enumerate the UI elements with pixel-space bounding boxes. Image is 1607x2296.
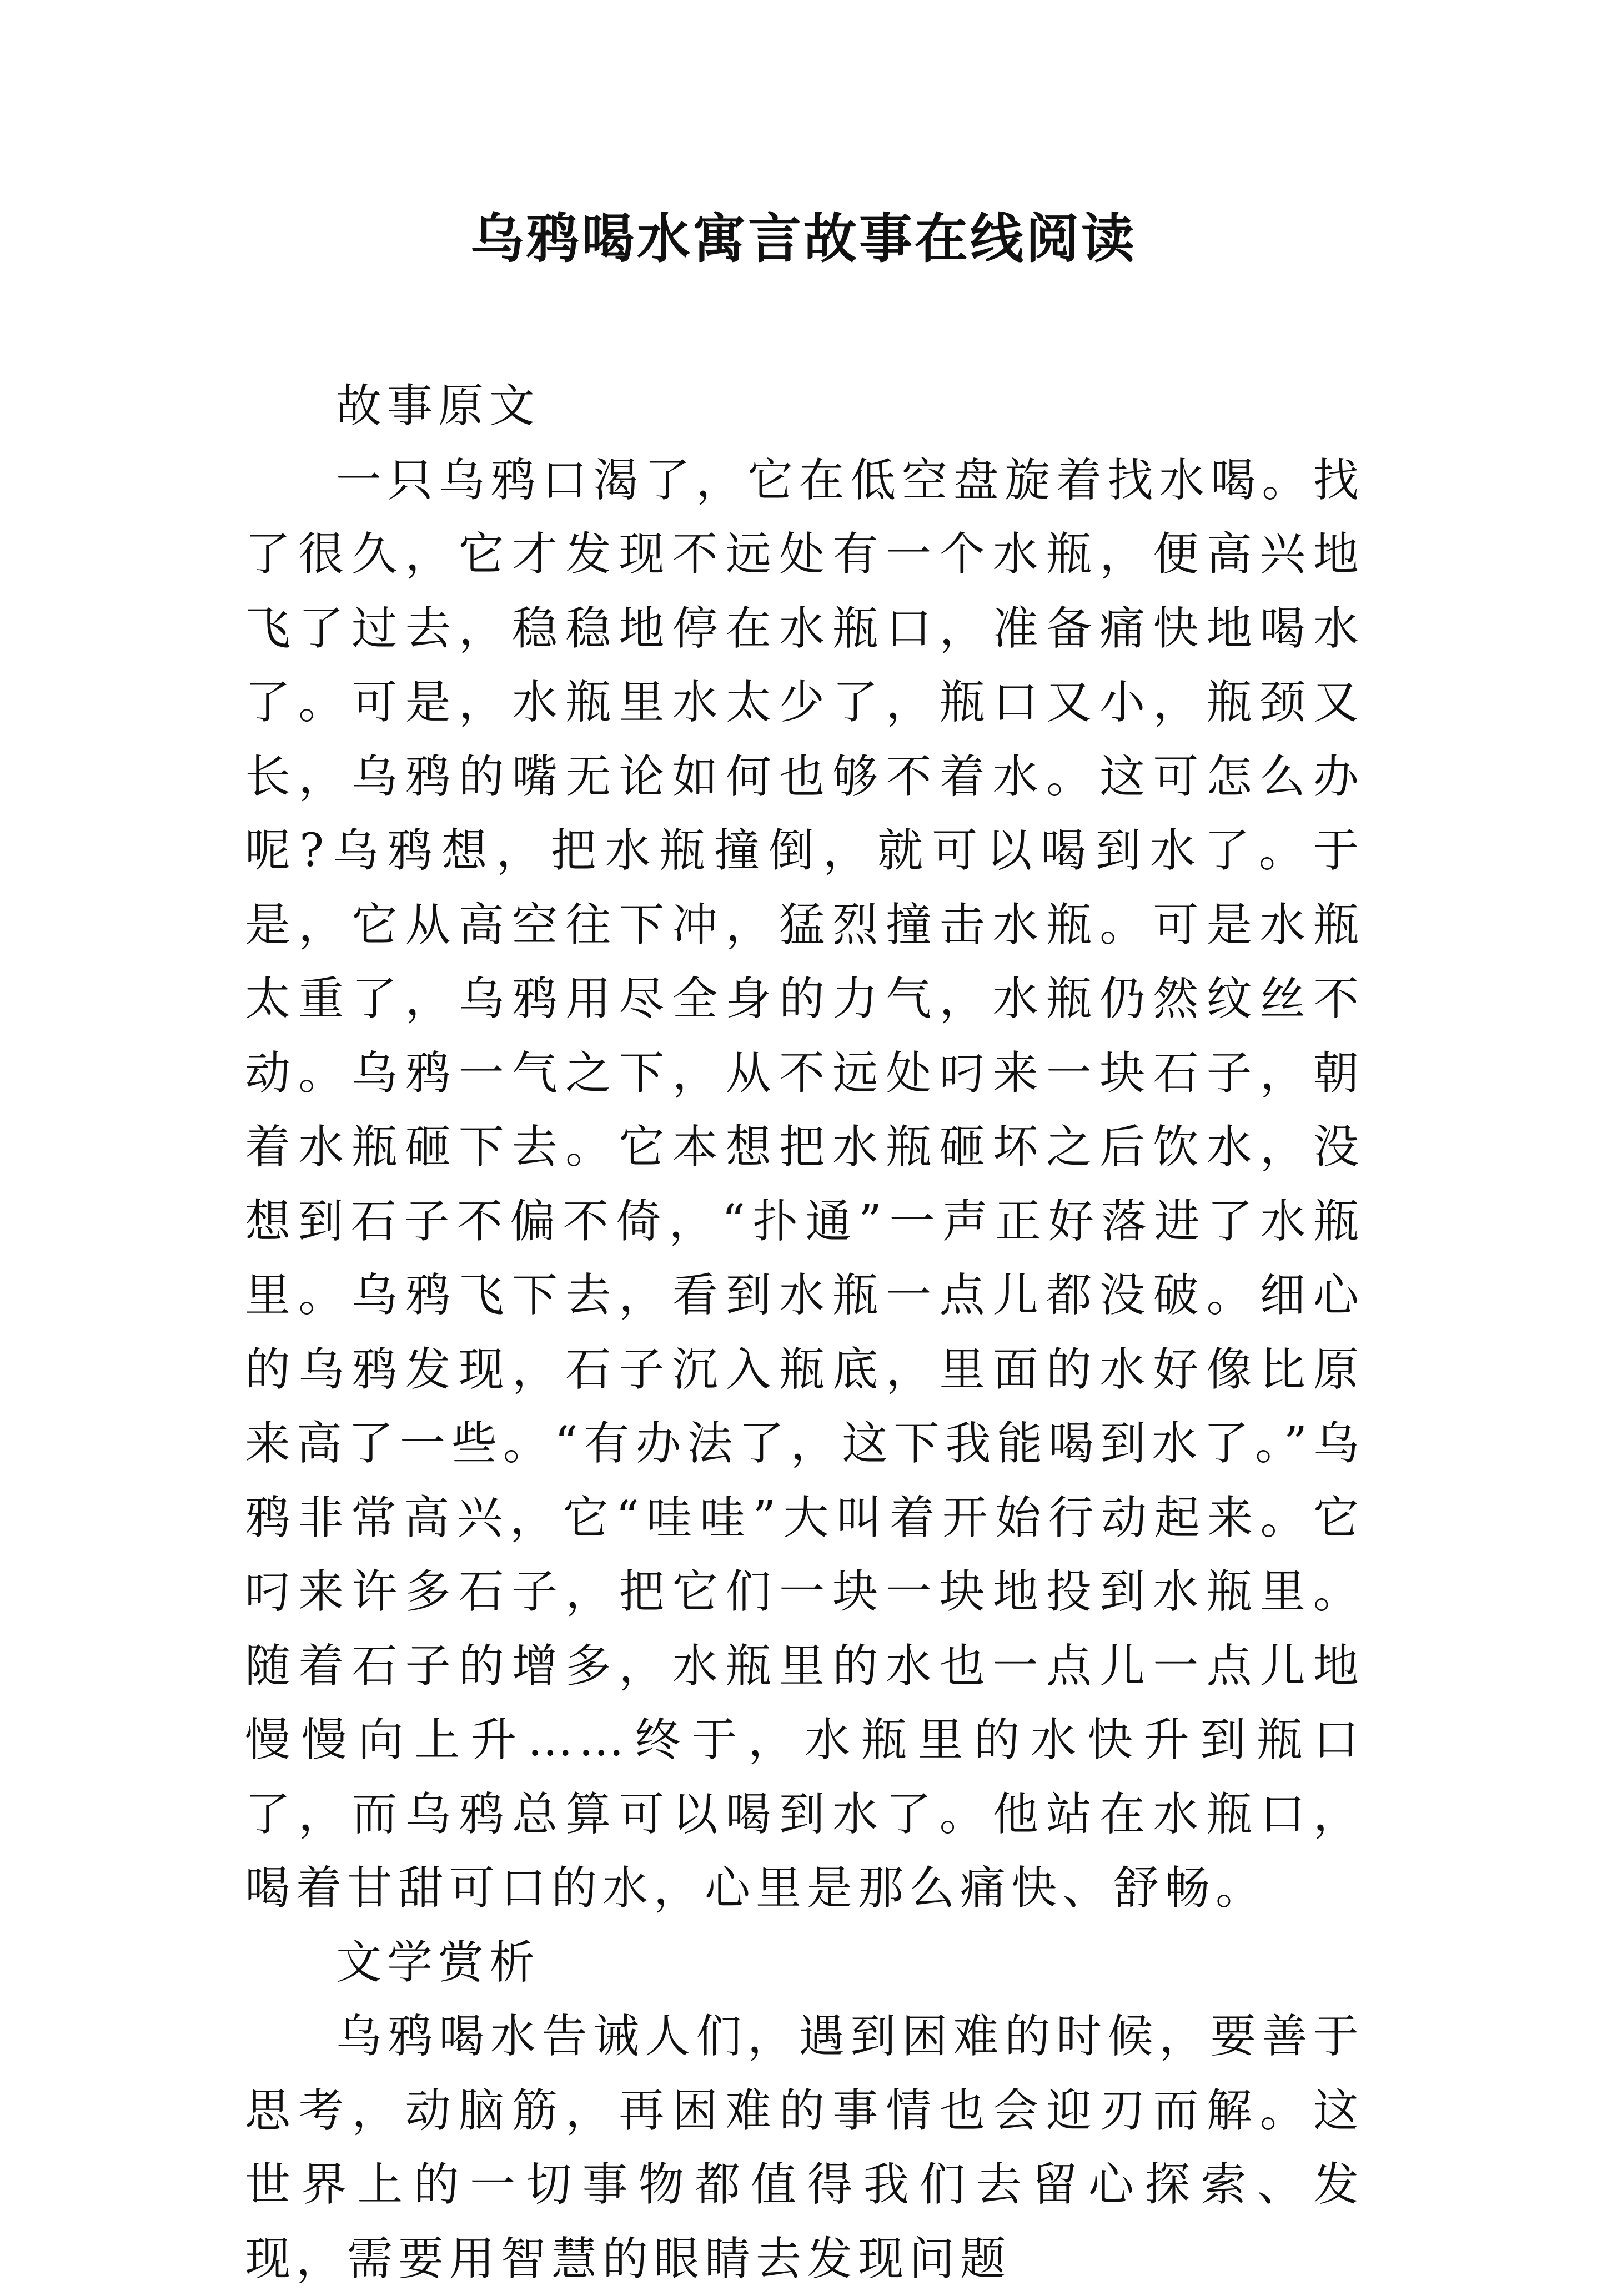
story-paragraph: 一只乌鸦口渴了，它在低空盘旋着找水喝。找了很久，它才发现不远处有一个水瓶，便高兴地飞了过去，稳稳地停在水瓶口，准备痛快地喝水了。可是，水瓶里水太少了，瓶口又小，瓶颈又长，乌鸦的嘴无论如何也够不着水。这可怎么办呢?乌鸦想，把水瓶撞倒，就可以喝到水了。于是，它从高空往下冲，猛烈撞击水瓶。可是水瓶太重了，乌鸦用尽全身的力气，水瓶仍然纹丝不动。乌鸦一气之下，从不远处叼来一块石子，朝着水瓶砸下去。它本想把水瓶砸坏之后饮水，没想到石子不偏不倚，“扑通”一声正好落进了水瓶里。乌鸦飞下去，看到水瓶一点儿都没破。细心的乌鸦发现，石子沉入瓶底，里面的水好像比原来高了一些。“有办法了，这下我能喝到水了。”乌鸦非常高兴，它“哇哇”大叫着开始行动起来。它叼来许多石子，把它们一块一块地投到水瓶里。随着石子的增多，水瓶里的水也一点儿一点儿地慢慢向上升……终于，水瓶里的水快升到瓶口了，而乌鸦总算可以喝到水了。他站在水瓶口，喝着甘甜可口的水，心里是那么痛快、舒畅。 — [245, 454, 1364, 1915]
story-heading: 故事原文 — [336, 380, 541, 432]
analysis-heading: 文学赏析 — [336, 1936, 541, 1989]
document-title: 乌鸦喝水寓言故事在线阅读 — [470, 207, 1137, 270]
document-body — [245, 369, 1364, 2296]
analysis-paragraph: 乌鸦喝水告诫人们，遇到困难的时候，要善于思考，动脑筋，再困难的事情也会迎刃而解。这世界上的一切事物都值得我们去留心探索、发现，需要用智慧的眼睛去发现问题 — [245, 2010, 1364, 2285]
